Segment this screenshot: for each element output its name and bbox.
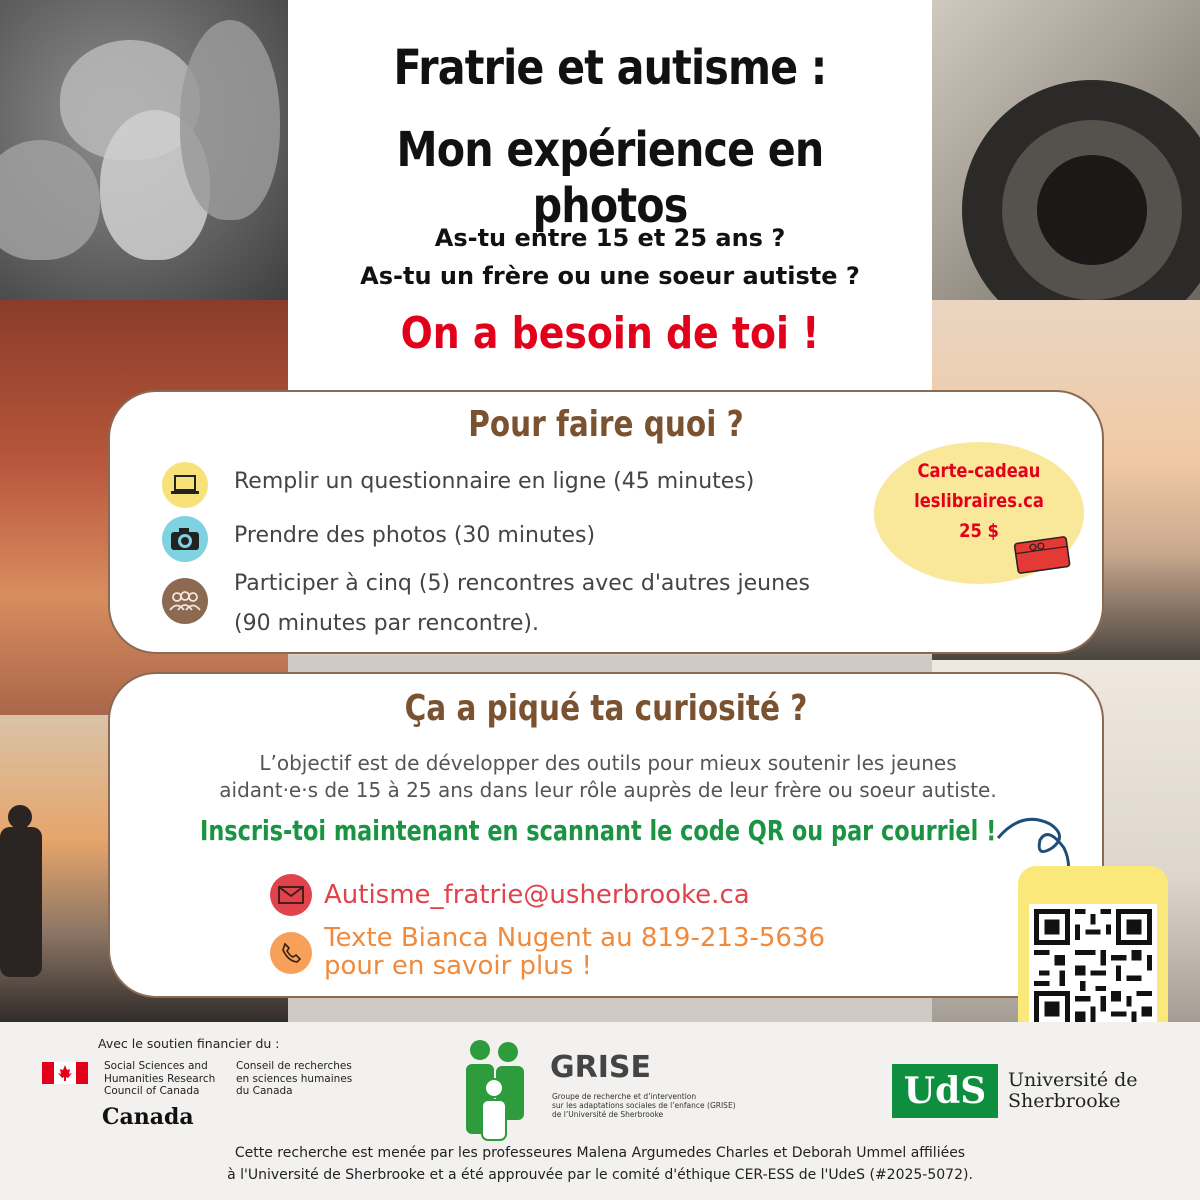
title-panel: [288, 0, 932, 395]
grise-desc-line: sur les adaptations sociales de l’enfance (GRISE): [552, 1101, 736, 1110]
sshrc-fr-line: en sciences humaines: [236, 1072, 353, 1085]
university-name-line: Sherbrooke: [1008, 1090, 1121, 1112]
activities-heading: Pour faire quoi ?: [468, 404, 744, 445]
phone-contact[interactable]: [270, 924, 825, 980]
sshrc-fr-line: du Canada: [236, 1085, 293, 1097]
activity-item: [162, 516, 595, 562]
gift-line2: leslibraires.ca: [914, 490, 1044, 512]
phone-text[interactable]: Texte Bianca Nugent au 819-213-5636: [324, 923, 826, 953]
hands-photo: [0, 0, 288, 300]
activity-text: Prendre des photos (30 minutes): [234, 523, 596, 548]
age-question: As-tu entre 15 et 25 ans ?: [434, 224, 786, 252]
camera-photo: [932, 0, 1200, 300]
camera-icon: [162, 516, 208, 562]
canada-flag-icon: [42, 1062, 88, 1084]
activity-text: Remplir un questionnaire en ligne (45 minutes): [234, 469, 755, 494]
activity-text: Participer à cinq (5) rencontres avec d'autres jeunes: [234, 571, 811, 596]
activity-text-continued: (90 minutes par rencontre).: [234, 611, 539, 636]
university-name: [1008, 1070, 1138, 1112]
email-contact[interactable]: [270, 874, 750, 916]
phone-text-continued: pour en savoir plus !: [324, 951, 592, 981]
grise-description: [552, 1092, 736, 1119]
sshrc-french-name: [236, 1060, 352, 1098]
sibling-question: As-tu un frère ou une soeur autiste ?: [360, 262, 860, 290]
sshrc-en-line: Social Sciences and: [104, 1060, 208, 1072]
gift-amount: 25 $: [959, 520, 999, 542]
title-line1: Fratrie et autisme :: [393, 40, 827, 96]
sshrc-english-name: [104, 1060, 215, 1098]
signup-instructions: Inscris-toi maintenant en scannant le code QR ou par courriel !: [200, 814, 997, 847]
objective-description: [150, 750, 1066, 804]
need-you-heading: On a besoin de toi !: [400, 308, 820, 359]
grise-logo-icon: [462, 1038, 542, 1152]
sponsor-label: Avec le soutien financier du :: [98, 1036, 280, 1051]
footer: [0, 1022, 1200, 1200]
canada-wordmark: Canada: [102, 1104, 194, 1130]
phone-icon: [270, 932, 312, 974]
university-name-line: Université de: [1008, 1069, 1138, 1091]
credits-line: Cette recherche est menée par les professeures Malena Argumedes Charles et Deborah Ummel affiliées: [234, 1145, 966, 1161]
qr-code-frame: [1018, 866, 1168, 1044]
curiosity-card: [108, 672, 1104, 998]
grise-desc-line: Groupe de recherche et d’intervention: [552, 1092, 697, 1101]
qr-code[interactable]: [1029, 904, 1157, 1032]
grise-desc-line: de l’Université de Sherbrooke: [552, 1110, 664, 1119]
grise-name: GRISE: [550, 1050, 651, 1085]
activity-item: [162, 462, 754, 508]
title-line2: Mon expérience en photos: [396, 122, 824, 234]
curiosity-heading: Ça a piqué ta curiosité ?: [404, 688, 808, 729]
gift-card-badge: [874, 442, 1084, 584]
laptop-icon: [162, 462, 208, 508]
activity-item: [162, 564, 810, 644]
gift-line1: Carte-cadeau: [917, 460, 1041, 482]
gift-card-icon: [1012, 534, 1072, 574]
sshrc-fr-line: Conseil de recherches: [236, 1060, 352, 1072]
phone-text-block: [324, 924, 825, 980]
mail-icon: [270, 874, 312, 916]
sshrc-en-line: Council of Canada: [104, 1085, 200, 1097]
research-credits: [0, 1142, 1200, 1186]
uds-logo: UdS: [892, 1064, 998, 1118]
sshrc-en-line: Humanities Research: [104, 1072, 216, 1085]
activity-text-block: [234, 564, 810, 644]
email-address-link[interactable]: Autisme_fratrie@usherbrooke.ca: [324, 880, 750, 910]
description-line: aidant·e·s de 15 à 25 ans dans leur rôle auprès de leur frère ou soeur autiste.: [219, 778, 997, 802]
description-line: L’objectif est de développer des outils pour mieux soutenir les jeunes: [259, 751, 957, 775]
group-icon: [162, 578, 208, 624]
credits-line: à l'Université de Sherbrooke et a été approuvée par le comité d'éthique CER-ESS de l'UdeS (#2025-5072).: [227, 1167, 973, 1183]
